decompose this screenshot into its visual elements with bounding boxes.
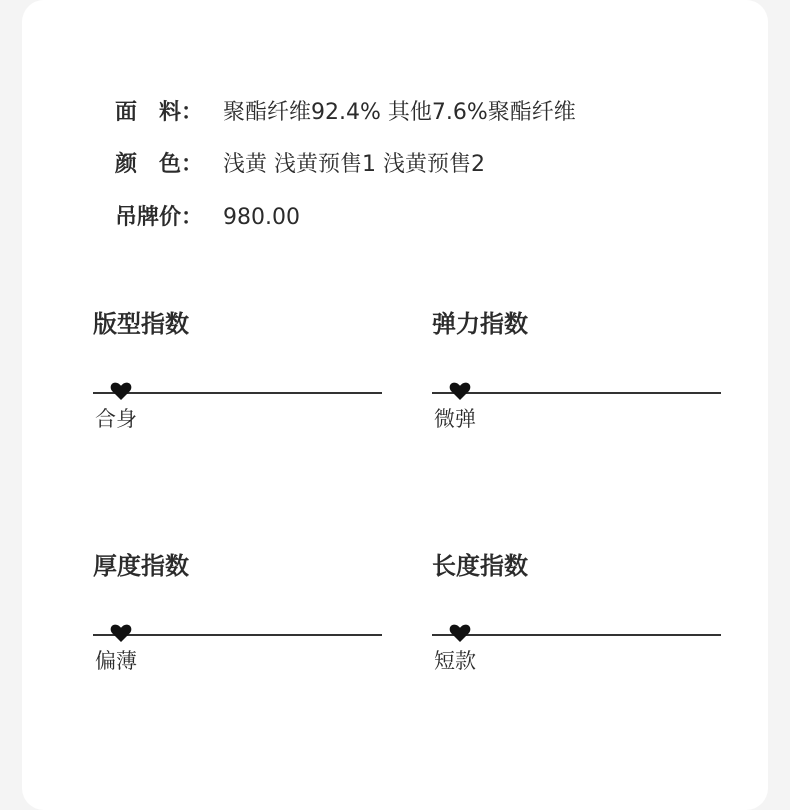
thickness-index-track (93, 634, 382, 636)
length-index (432, 551, 722, 681)
heart-icon (109, 621, 133, 645)
fit-index-track (93, 392, 382, 394)
price-label: 吊牌价： (115, 205, 204, 230)
fabric-label: 面 料： (115, 100, 204, 125)
elasticity-index-title: 弹力指数 (432, 310, 528, 338)
fit-index-level: 合身 (95, 407, 137, 431)
spec-row-fabric (115, 98, 576, 128)
spec-row-price (115, 203, 300, 233)
thickness-index (93, 551, 383, 681)
thickness-index-title: 厚度指数 (93, 552, 189, 580)
heart-icon (109, 379, 133, 403)
length-index-level: 短款 (434, 649, 476, 673)
fit-index (93, 309, 383, 439)
elasticity-index-level: 微弹 (434, 407, 476, 431)
color-label: 颜 色： (115, 152, 204, 177)
price-value: 980.00 (223, 205, 300, 230)
fit-index-title: 版型指数 (93, 310, 189, 338)
elasticity-index-track (432, 392, 721, 394)
elasticity-index (432, 309, 722, 439)
spec-row-color (115, 150, 485, 180)
thickness-index-level: 偏薄 (95, 649, 137, 673)
length-index-track (432, 634, 721, 636)
fabric-value: 聚酯纤维92.4% 其他7.6%聚酯纤维 (223, 100, 576, 125)
color-value: 浅黄 浅黄预售1 浅黄预售2 (223, 152, 485, 177)
length-index-title: 长度指数 (432, 552, 528, 580)
product-spec-card (22, 0, 768, 810)
heart-icon (448, 621, 472, 645)
heart-icon (448, 379, 472, 403)
